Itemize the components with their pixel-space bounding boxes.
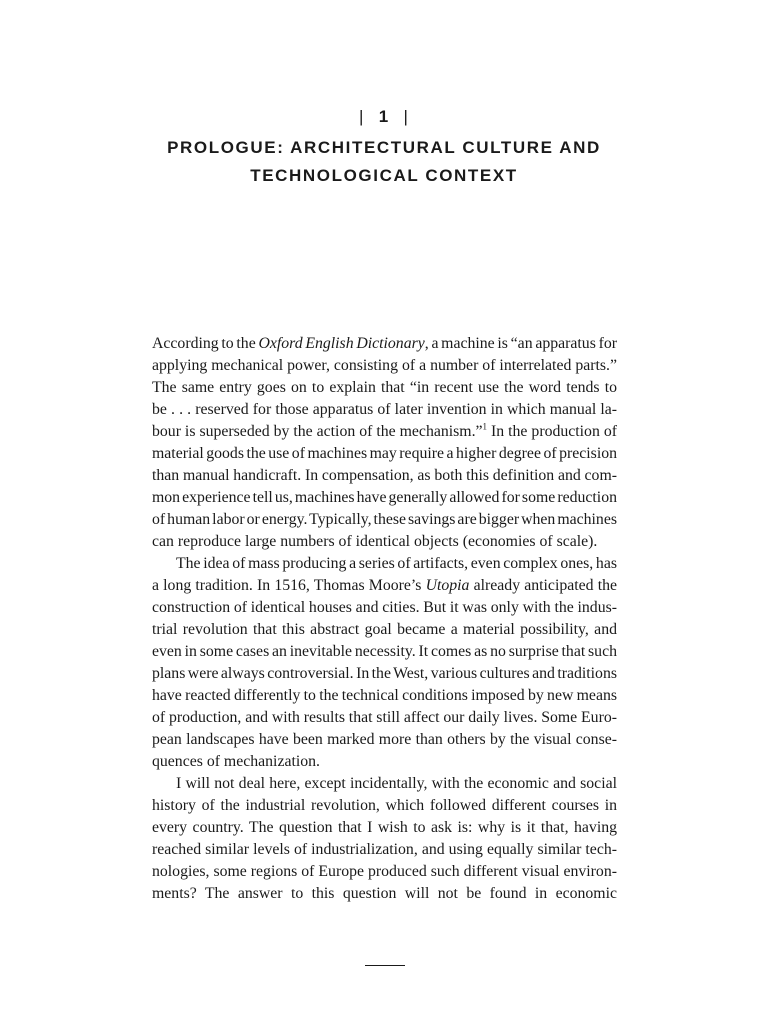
text-line bbox=[152, 685, 617, 707]
text-line bbox=[152, 377, 617, 399]
text-line bbox=[152, 575, 617, 597]
text-line bbox=[152, 421, 617, 443]
line-text: every country. The question that I wish to ask is: why is it that, having bbox=[152, 819, 617, 836]
text-line bbox=[152, 531, 617, 553]
text-line bbox=[152, 355, 617, 377]
line-text: In the production of bbox=[487, 423, 617, 440]
text-line bbox=[152, 641, 617, 663]
line-text: quences of mechanization. bbox=[152, 753, 320, 770]
line-text: have reacted differently to the technical conditions imposed by new means bbox=[152, 687, 617, 704]
text-line bbox=[152, 839, 617, 861]
line-text: can reproduce large numbers of identical objects (economies of scale). bbox=[152, 533, 598, 550]
chapter-heading bbox=[0, 104, 768, 190]
line-text: The idea of mass producing a series of artifacts, even complex ones, has bbox=[176, 555, 617, 572]
text-line bbox=[152, 487, 617, 509]
italic-title: Oxford English Dictionary bbox=[258, 335, 425, 352]
footer-rule bbox=[365, 965, 405, 966]
chapter-number: 1 bbox=[378, 107, 390, 126]
text-line bbox=[152, 773, 617, 795]
line-text: The same entry goes on to explain that “in recent use the word tends to bbox=[152, 379, 617, 396]
line-text: a long tradition. In 1516, Thomas Moore’s bbox=[152, 577, 426, 594]
line-text: than manual handicraft. In compensation, as both this definition and com- bbox=[152, 467, 617, 484]
line-text: , a machine is “an apparatus for bbox=[424, 335, 617, 352]
text-line bbox=[152, 795, 617, 817]
text-line bbox=[152, 399, 617, 421]
text-line bbox=[152, 333, 617, 355]
line-text: already anticipated the bbox=[469, 577, 617, 594]
line-text: reached similar levels of industrialization, and using equally similar tech- bbox=[152, 841, 617, 858]
left-bar-ornament: | bbox=[359, 107, 365, 126]
text-line bbox=[152, 729, 617, 751]
text-line bbox=[152, 861, 617, 883]
line-text: even in some cases an inevitable necessity. It comes as no surprise that such bbox=[152, 643, 617, 660]
chapter-title-line-2: TECHNOLOGICAL CONTEXT bbox=[250, 166, 518, 185]
line-text: history of the industrial revolution, which followed different courses in bbox=[152, 797, 617, 814]
paragraph bbox=[152, 773, 617, 905]
text-line bbox=[152, 597, 617, 619]
line-text: ments? The answer to this question will not be found in economic bbox=[152, 885, 617, 902]
text-line bbox=[152, 553, 617, 575]
line-text: bour is superseded by the action of the mechanism.” bbox=[152, 423, 483, 440]
text-line bbox=[152, 751, 617, 773]
line-text: mon experience tell us, machines have generally allowed for some reduction bbox=[152, 489, 617, 506]
line-text: of human labor or energy. Typically, these savings are bigger when machines bbox=[152, 511, 617, 528]
text-line bbox=[152, 619, 617, 641]
line-text: I will not deal here, except incidentally, with the economic and social bbox=[176, 775, 617, 792]
line-text: material goods the use of machines may require a higher degree of precision bbox=[152, 445, 617, 462]
line-text: construction of identical houses and cities. But it was only with the indus- bbox=[152, 599, 617, 616]
line-text: According to the bbox=[152, 335, 259, 352]
chapter-title bbox=[0, 134, 768, 190]
right-bar-ornament: | bbox=[403, 107, 409, 126]
line-text: trial revolution that this abstract goal became a material possibility, and bbox=[152, 621, 617, 638]
footnote-marker[interactable]: 1 bbox=[482, 421, 488, 432]
text-line bbox=[152, 443, 617, 465]
text-line bbox=[152, 817, 617, 839]
text-line bbox=[152, 707, 617, 729]
line-text: applying mechanical power, consisting of a number of interrelated parts.” bbox=[152, 357, 617, 374]
text-line bbox=[152, 465, 617, 487]
line-text: nologies, some regions of Europe produced such different visual environ- bbox=[152, 863, 617, 880]
chapter-title-line-1: PROLOGUE: ARCHITECTURAL CULTURE AND bbox=[167, 138, 601, 157]
line-text: of production, and with results that still affect our daily lives. Some Euro- bbox=[152, 709, 617, 726]
text-line bbox=[152, 883, 617, 905]
paragraph bbox=[152, 333, 617, 553]
body-text bbox=[152, 333, 617, 905]
text-line bbox=[152, 663, 617, 685]
line-text: pean landscapes have been marked more than others by the visual conse- bbox=[152, 731, 617, 748]
paragraph bbox=[152, 553, 617, 773]
line-text: be . . . reserved for those apparatus of later invention in which manual la- bbox=[152, 401, 617, 418]
italic-title: Utopia bbox=[425, 577, 470, 594]
text-line bbox=[152, 509, 617, 531]
chapter-number-row bbox=[0, 104, 768, 130]
line-text: plans were always controversial. In the West, various cultures and traditions bbox=[152, 665, 617, 682]
